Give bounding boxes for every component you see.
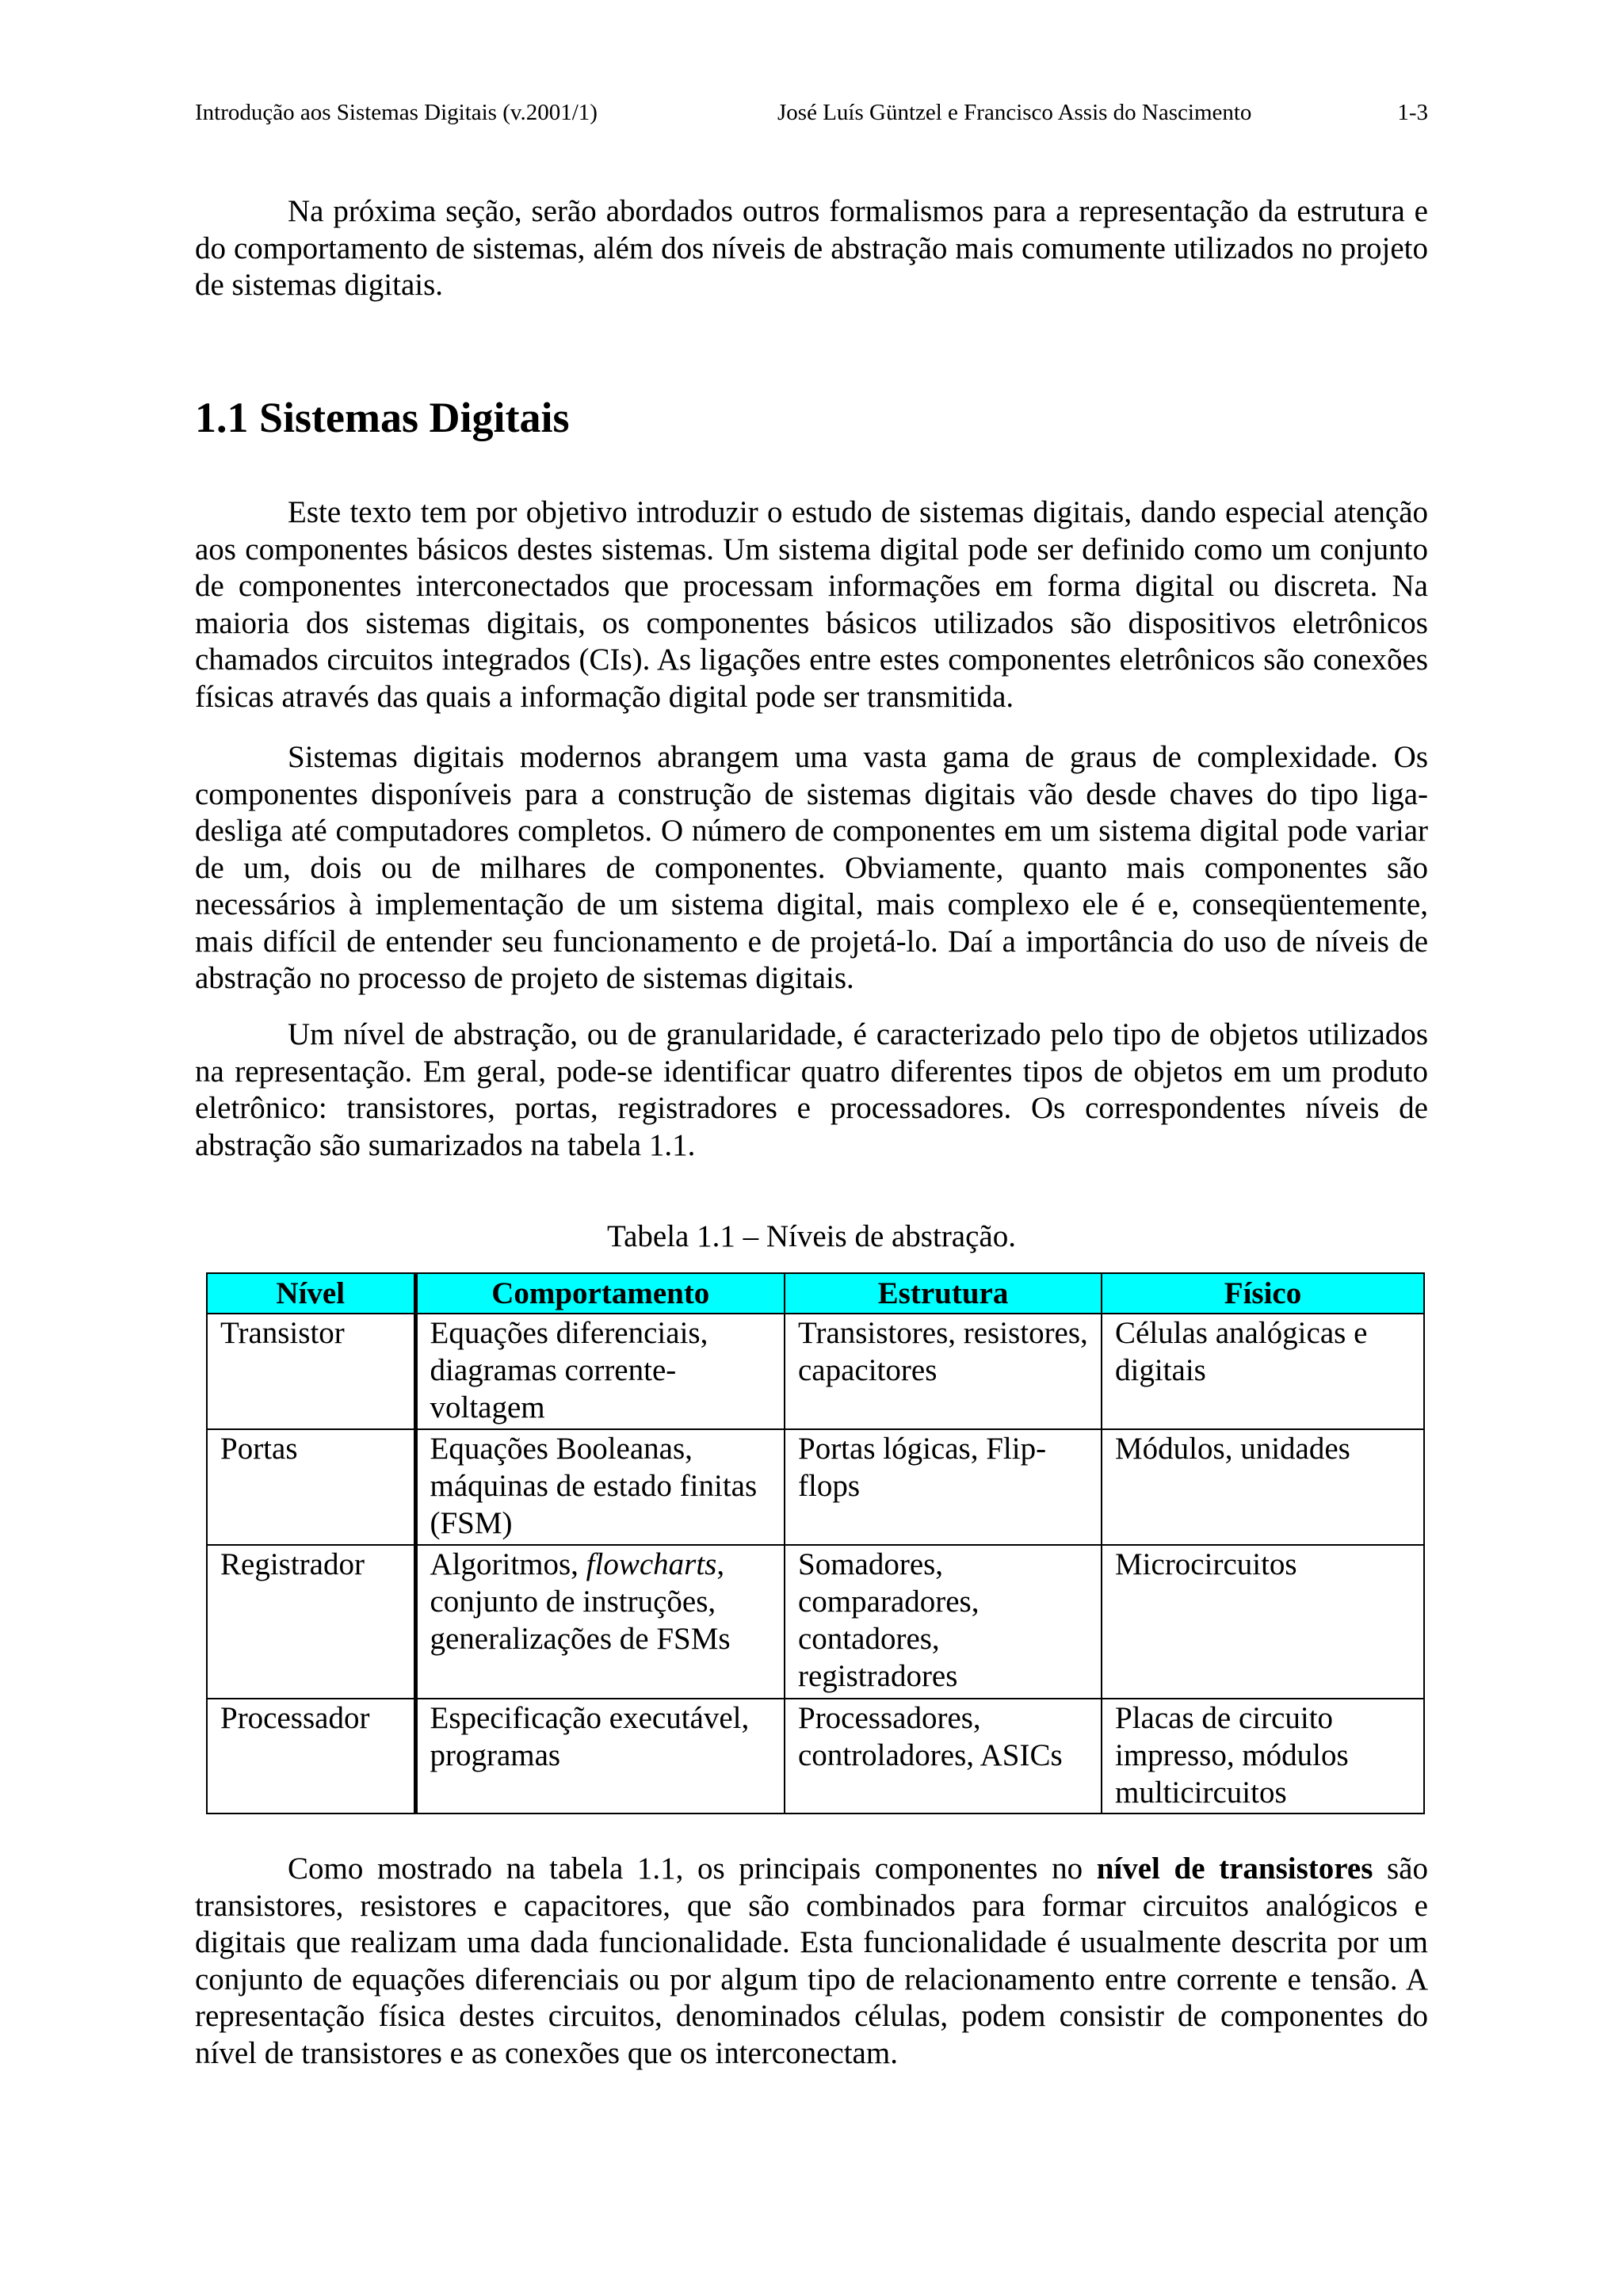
column-header-fisico: Físico — [1102, 1273, 1424, 1314]
header-authors: José Luís Güntzel e Francisco Assis do Nascimento — [777, 100, 1252, 125]
table-cell-fisico: Placas de circuito impresso, módulos multicircuitos — [1102, 1699, 1424, 1814]
paragraph-4-text: Como mostrado na tabela 1.1, os principais componentes no — [288, 1852, 1097, 1886]
table-cell-nivel: Transistor — [207, 1314, 415, 1429]
table-caption: Tabela 1.1 – Níveis de abstração. — [607, 1219, 1016, 1253]
table-cell-estrutura: Processadores, controladores, ASICs — [785, 1699, 1102, 1814]
table-cell-estrutura: Transistores, resistores, capacitores — [785, 1314, 1102, 1429]
header-title: Introdução aos Sistemas Digitais (v.2001/1) — [195, 100, 598, 125]
cell-text: , conjunto de instruções, generalizações de FSMs — [430, 1547, 731, 1656]
paragraph-2: Sistemas digitais modernos abrangem uma vasta gama de graus de complexidade. Os componentes disponíveis para a construção de sistemas digitais vão desde chaves do tipo liga-desliga até computadores completos. O número de componentes em um sistema digital pode variar de um, dois ou de milhares de componentes. Obviamente, quanto mais componentes são necessários à implementação de um sistema digital, mais complexo ele é e, conseqüentemente, mais difícil de entender seu funcionamento e de projetá-lo. Daí a importância do uso de níveis de abstração no processo de projeto de sistemas digitais. — [195, 740, 1428, 995]
cell-text: Algoritmos, — [430, 1547, 586, 1581]
paragraph-1-block — [195, 494, 1428, 715]
table-row — [207, 1699, 1424, 1814]
table-header-row — [207, 1273, 1424, 1314]
table-row — [207, 1545, 1424, 1699]
table-cell-comportamento: Equações Booleanas, máquinas de estado finitas (FSM) — [415, 1429, 785, 1545]
table-cell-nivel: Registrador — [207, 1545, 415, 1699]
table-cell-comportamento — [415, 1545, 785, 1699]
paragraph-4-block — [195, 1851, 1428, 2072]
page-number: 1-3 — [1397, 100, 1428, 125]
paragraph-4 — [195, 1851, 1428, 2072]
table-cell-comportamento: Especificação executável, programas — [415, 1699, 785, 1814]
column-header-comportamento: Comportamento — [415, 1273, 785, 1314]
table-row — [207, 1429, 1424, 1545]
table-cell-fisico: Células analógicas e digitais — [1102, 1314, 1424, 1429]
table-cell-fisico: Microcircuitos — [1102, 1545, 1424, 1699]
paragraph-2-block — [195, 739, 1428, 997]
table-cell-nivel: Processador — [207, 1699, 415, 1814]
section-heading: 1.1 Sistemas Digitais — [195, 394, 570, 441]
cell-italic-term: flowcharts — [586, 1547, 717, 1581]
column-header-nivel: Nível — [207, 1273, 415, 1314]
paragraph-1: Este texto tem por objetivo introduzir o estudo de sistemas digitais, dando especial atenção aos componentes básicos destes sistemas. Um sistema digital pode ser definido como um conjunto de componentes interconectados que processam informações em forma digital ou discreta. Na maioria dos sistemas digitais, os componentes básicos utilizados são dispositivos eletrônicos chamados circuitos integrados (CIs). As ligações entre estes componentes eletrônicos são conexões físicas através das quais a informação digital pode ser transmitida. — [195, 495, 1428, 714]
paragraph-4-emphasis: nível de transistores — [1096, 1852, 1373, 1886]
column-header-estrutura: Estrutura — [785, 1273, 1102, 1314]
table-cell-fisico: Módulos, unidades — [1102, 1429, 1424, 1545]
paragraph-3-block — [195, 1016, 1428, 1164]
table-cell-nivel: Portas — [207, 1429, 415, 1545]
intro-paragraph: Na próxima seção, serão abordados outros formalismos para a representação da estrutura e do comportamento de sistemas, além dos níveis de abstração mais comumente utilizados no projeto de sistemas digitais. — [195, 194, 1428, 302]
table-cell-estrutura: Somadores, comparadores, contadores, registradores — [785, 1545, 1102, 1699]
abstraction-levels-table — [206, 1272, 1425, 1814]
paragraph-3: Um nível de abstração, ou de granularidade, é caracterizado pelo tipo de objetos utilizados na representação. Em geral, pode-se identificar quatro diferentes tipos de objetos em um produto eletrônico: transistores, portas, registradores e processadores. Os correspondentes níveis de abstração são sumarizados na tabela 1.1. — [195, 1017, 1428, 1162]
paragraph-4-text: são transistores, resistores e capacitores, que são combinados para formar circuitos analógicos e digitais que realizam uma dada funcionalidade. Esta funcionalidade é usualmente descrita por um conjunto de equações diferenciais ou por algum tipo de relacionamento entre corrente e tensão. A representação física destes circuitos, denominados células, podem consistir de componentes do nível de transistores e as conexões que os interconectam. — [195, 1852, 1428, 2070]
table-cell-comportamento: Equações diferenciais, diagramas corrente-voltagem — [415, 1314, 785, 1429]
table-cell-estrutura: Portas lógicas, Flip-flops — [785, 1429, 1102, 1545]
intro-paragraph-block — [195, 193, 1428, 304]
table-row — [207, 1314, 1424, 1429]
running-header — [195, 97, 1428, 128]
